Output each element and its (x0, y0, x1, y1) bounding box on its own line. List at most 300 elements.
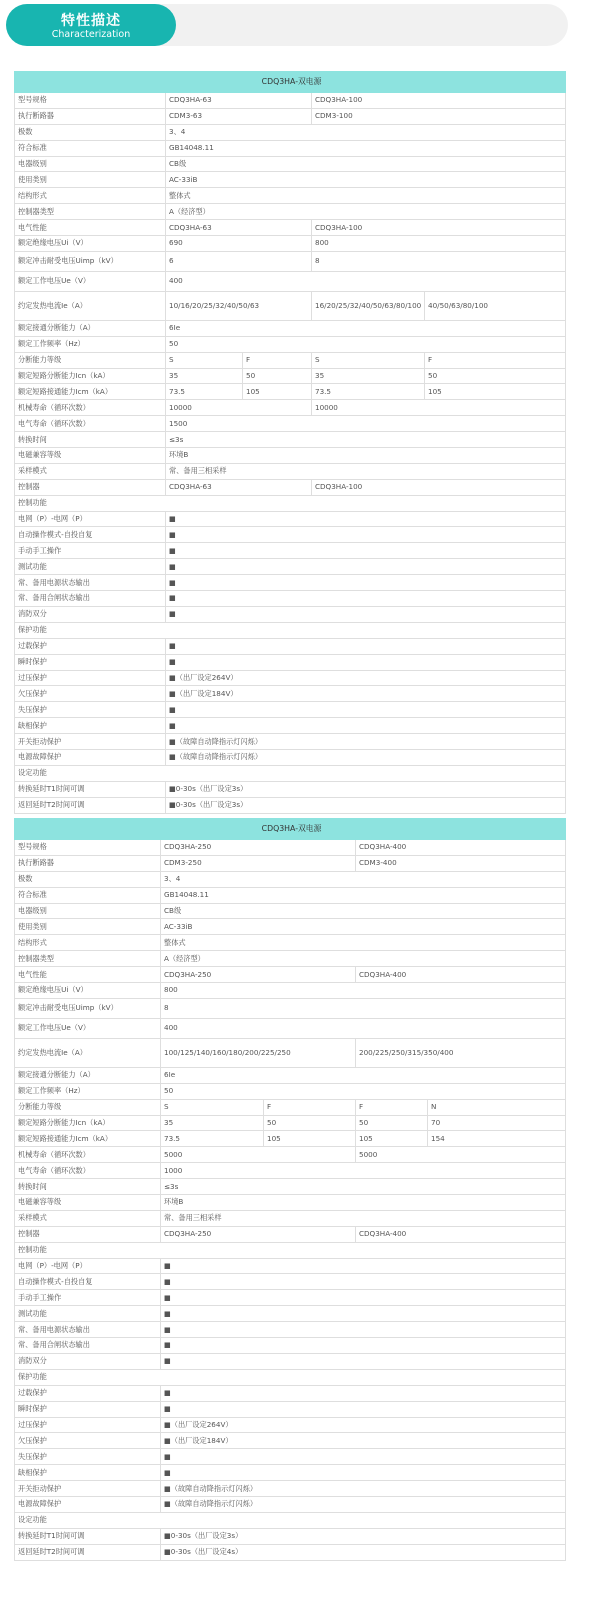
row-value: S (166, 352, 243, 368)
row-value: 1500 (166, 416, 566, 432)
row-value: 73.5 (166, 384, 243, 400)
row-label: 控制器类型 (15, 951, 161, 967)
row-value: 环境B (166, 448, 566, 464)
row-label: 过载保护 (15, 1385, 161, 1401)
row-value: ■ (166, 527, 566, 543)
row-value: 100/125/140/160/180/200/225/250 (161, 1038, 356, 1067)
table-row (15, 1038, 566, 1067)
row-value: 50 (264, 1115, 356, 1131)
row-value: CDQ3HA-63 (166, 93, 312, 109)
row-label: 额定短路接通能力Icm（kA） (15, 1131, 161, 1147)
table-row (15, 1385, 566, 1401)
row-label: 常、备用电源状态输出 (15, 1322, 161, 1338)
row-value: ■ (161, 1353, 566, 1369)
row-value: 6 (166, 251, 312, 271)
row-value: 3、4 (166, 124, 566, 140)
table-row (15, 271, 566, 291)
row-label: 转换时间 (15, 432, 166, 448)
row-value: ■ (166, 606, 566, 622)
table-row (15, 686, 566, 702)
row-value: ■ (166, 638, 566, 654)
row-value: AC-33iB (166, 172, 566, 188)
row-label: 开关拒动保护 (15, 1481, 161, 1497)
row-value: 35 (312, 368, 425, 384)
table-row (15, 765, 566, 781)
row-label: 电源故障保护 (15, 749, 166, 765)
row-label: 电器级别 (15, 156, 166, 172)
row-value: ■ (166, 718, 566, 734)
row-label: 电磁兼容等级 (15, 448, 166, 464)
table-row (15, 654, 566, 670)
table-row (15, 855, 566, 871)
table-row (15, 1258, 566, 1274)
row-value: ■（出厂设定264V） (166, 670, 566, 686)
row-label: 控制器 (15, 479, 166, 495)
table-title: CDQ3HA-双电源 (15, 819, 566, 840)
row-value: ■ (161, 1306, 566, 1322)
table-row (15, 559, 566, 575)
row-label: 分断能力等级 (15, 1099, 161, 1115)
table-row (15, 734, 566, 750)
row-value: F (264, 1099, 356, 1115)
row-label: 约定发热电流Ie（A） (15, 291, 166, 320)
row-label: 额定冲击耐受电压Uimp（kV） (15, 998, 161, 1018)
table-row (15, 1353, 566, 1369)
row-value: ■ (166, 575, 566, 591)
row-value: 10/16/20/25/32/40/50/63 (166, 291, 312, 320)
row-value: ■ (161, 1274, 566, 1290)
table-row (15, 983, 566, 999)
row-label: 消防双分 (15, 1353, 161, 1369)
row-value: ■（出厂设定184V） (161, 1433, 566, 1449)
row-label: 过压保护 (15, 670, 166, 686)
table-row (15, 543, 566, 559)
row-value: CDQ3HA-400 (356, 840, 566, 856)
row-label: 额定短路分断能力Icn（kA） (15, 1115, 161, 1131)
row-value: ■ (166, 702, 566, 718)
table-row (15, 320, 566, 336)
row-label: 失压保护 (15, 702, 166, 718)
row-label: 缺相保护 (15, 718, 166, 734)
table-row (15, 511, 566, 527)
row-label: 控制器 (15, 1226, 161, 1242)
row-value: 400 (166, 271, 566, 291)
row-value: 800 (312, 236, 566, 252)
row-value: ■ (161, 1338, 566, 1354)
table-row (15, 781, 566, 797)
row-value: CDQ3HA-250 (161, 840, 356, 856)
table-row (15, 1322, 566, 1338)
row-label: 极数 (15, 124, 166, 140)
table-row (15, 1179, 566, 1195)
row-value: CDQ3HA-100 (312, 479, 566, 495)
row-label: 额定接通分断能力（A） (15, 320, 166, 336)
table-row (15, 998, 566, 1018)
row-label: 分断能力等级 (15, 352, 166, 368)
row-label: 使用类别 (15, 172, 166, 188)
table-row (15, 622, 566, 638)
row-value: 50 (425, 368, 566, 384)
row-label: 电源故障保护 (15, 1496, 161, 1512)
table-title-row (15, 819, 566, 840)
table-row (15, 1306, 566, 1322)
row-value: 200/225/250/315/350/400 (356, 1038, 566, 1067)
table-row (15, 1290, 566, 1306)
row-value: F (356, 1099, 428, 1115)
row-value: 8 (161, 998, 566, 1018)
row-value: ≤3s (166, 432, 566, 448)
table-row (15, 156, 566, 172)
row-value: ■ (166, 591, 566, 607)
row-label: 过压保护 (15, 1417, 161, 1433)
row-label: 设定功能 (15, 1512, 566, 1528)
table-row (15, 935, 566, 951)
row-label: 测试功能 (15, 559, 166, 575)
table-row (15, 887, 566, 903)
row-value: CDM3-250 (161, 855, 356, 871)
table-row (15, 400, 566, 416)
row-label: 结构形式 (15, 935, 161, 951)
row-value: 800 (161, 983, 566, 999)
row-value: A（经济型） (161, 951, 566, 967)
row-value: CDM3-100 (312, 108, 566, 124)
table-row (15, 140, 566, 156)
row-value: ■0-30s（出厂设定4s） (161, 1544, 566, 1560)
row-label: 自动操作模式-自投自复 (15, 527, 166, 543)
row-label: 返回延时T2时间可调 (15, 1544, 161, 1560)
row-label: 额定工作电压Ue（V） (15, 1018, 161, 1038)
row-value: 35 (166, 368, 243, 384)
row-value: ■ (166, 543, 566, 559)
row-label: 额定工作频率（Hz） (15, 336, 166, 352)
row-value: 常、备用三相采样 (166, 463, 566, 479)
row-value: 105 (243, 384, 312, 400)
row-value: CDQ3HA-100 (312, 220, 566, 236)
row-label: 过载保护 (15, 638, 166, 654)
table-row (15, 416, 566, 432)
table-row (15, 291, 566, 320)
table-row (15, 1512, 566, 1528)
row-label: 电气寿命（循环次数） (15, 1163, 161, 1179)
row-value: ■0-30s（出厂设定3s） (166, 797, 566, 813)
row-label: 约定发热电流Ie（A） (15, 1038, 161, 1067)
table-row (15, 1496, 566, 1512)
table-row (15, 1242, 566, 1258)
table-row (15, 797, 566, 813)
table-row (15, 591, 566, 607)
row-label: 符合标准 (15, 887, 161, 903)
row-value: 常、备用三相采样 (161, 1210, 566, 1226)
row-value: ≤3s (161, 1179, 566, 1195)
spec-table-63-100 (14, 71, 566, 814)
row-label: 额定绝缘电压Ui（V） (15, 983, 161, 999)
row-value: CDQ3HA-250 (161, 1226, 356, 1242)
table-row (15, 527, 566, 543)
row-value: 50 (356, 1115, 428, 1131)
row-value: 154 (428, 1131, 566, 1147)
row-label: 电网（P）-电网（P） (15, 1258, 161, 1274)
row-value: 6Ie (161, 1067, 566, 1083)
table-row (15, 903, 566, 919)
row-value: ■（出厂设定184V） (166, 686, 566, 702)
section-title: 特性描述 (61, 13, 121, 29)
table-row (15, 1131, 566, 1147)
row-label: 保护功能 (15, 622, 566, 638)
table-row (15, 967, 566, 983)
row-value: CDQ3HA-400 (356, 967, 566, 983)
row-label: 欠压保护 (15, 686, 166, 702)
row-value: 73.5 (312, 384, 425, 400)
row-value: 105 (425, 384, 566, 400)
table-row (15, 1401, 566, 1417)
row-label: 常、备用合闸状态输出 (15, 591, 166, 607)
row-value: 8 (312, 251, 566, 271)
row-label: 额定工作频率（Hz） (15, 1083, 161, 1099)
row-label: 结构形式 (15, 188, 166, 204)
row-value: ■ (161, 1465, 566, 1481)
row-value: GB14048.11 (161, 887, 566, 903)
row-label: 瞬时保护 (15, 1401, 161, 1417)
table-row (15, 919, 566, 935)
row-value: ■0-30s（出厂设定3s） (161, 1528, 566, 1544)
table-row (15, 172, 566, 188)
table-row (15, 638, 566, 654)
row-value: CDQ3HA-100 (312, 93, 566, 109)
row-value: ■ (166, 511, 566, 527)
row-value: CDM3-63 (166, 108, 312, 124)
table-title-row (15, 72, 566, 93)
table-row (15, 1528, 566, 1544)
table-row (15, 220, 566, 236)
row-label: 执行断路器 (15, 108, 166, 124)
section-subtitle: Characterization (51, 29, 131, 40)
table-row (15, 718, 566, 734)
row-label: 极数 (15, 871, 161, 887)
row-value: ■ (161, 1449, 566, 1465)
table-row (15, 1099, 566, 1115)
row-label: 转换时间 (15, 1179, 161, 1195)
row-value: 16/20/25/32/40/50/63/80/100 (312, 291, 425, 320)
table-row (15, 1067, 566, 1083)
table-row (15, 1163, 566, 1179)
table-row (15, 1449, 566, 1465)
row-value: ■ (166, 559, 566, 575)
row-value: CB级 (166, 156, 566, 172)
row-label: 转换延时T1时间可调 (15, 781, 166, 797)
row-value: 整体式 (161, 935, 566, 951)
row-label: 测试功能 (15, 1306, 161, 1322)
row-value: CDM3-400 (356, 855, 566, 871)
row-label: 常、备用电源状态输出 (15, 575, 166, 591)
row-label: 瞬时保护 (15, 654, 166, 670)
row-label: 电网（P）-电网（P） (15, 511, 166, 527)
row-value: 50 (161, 1083, 566, 1099)
row-label: 手动手工操作 (15, 543, 166, 559)
row-value: ■（故障自动降指示灯闪烁） (166, 734, 566, 750)
row-value: 690 (166, 236, 312, 252)
table-row (15, 1417, 566, 1433)
row-label: 机械寿命（循环次数） (15, 1147, 161, 1163)
spec-table-250-400 (14, 818, 566, 1561)
row-value: AC-33iB (161, 919, 566, 935)
row-value: ■ (161, 1385, 566, 1401)
row-label: 额定短路接通能力Icm（kA） (15, 384, 166, 400)
table-row (15, 368, 566, 384)
table-row (15, 1147, 566, 1163)
row-value: 40/50/63/80/100 (425, 291, 566, 320)
row-value: ■（出厂设定264V） (161, 1417, 566, 1433)
table-row (15, 1018, 566, 1038)
row-label: 采样模式 (15, 463, 166, 479)
row-label: 缺相保护 (15, 1465, 161, 1481)
row-value: S (161, 1099, 264, 1115)
row-label: 开关拒动保护 (15, 734, 166, 750)
row-value: CDQ3HA-63 (166, 220, 312, 236)
section-title-pill (6, 4, 176, 46)
row-value: 400 (161, 1018, 566, 1038)
table-row (15, 575, 566, 591)
row-value: ■ (161, 1258, 566, 1274)
row-label: 电气性能 (15, 220, 166, 236)
row-value: ■0-30s（出厂设定3s） (166, 781, 566, 797)
table-row (15, 1338, 566, 1354)
row-value: CDQ3HA-250 (161, 967, 356, 983)
row-label: 型号规格 (15, 840, 161, 856)
row-label: 使用类别 (15, 919, 161, 935)
row-label: 符合标准 (15, 140, 166, 156)
table-row (15, 463, 566, 479)
table-row (15, 236, 566, 252)
table-row (15, 1195, 566, 1211)
row-value: ■（故障自动降指示灯闪烁） (161, 1496, 566, 1512)
row-label: 采样模式 (15, 1210, 161, 1226)
table-row (15, 495, 566, 511)
table-row (15, 749, 566, 765)
row-label: 自动操作模式-自投自复 (15, 1274, 161, 1290)
row-value: 73.5 (161, 1131, 264, 1147)
row-value: 50 (166, 336, 566, 352)
table-row (15, 93, 566, 109)
row-label: 返回延时T2时间可调 (15, 797, 166, 813)
row-value: 6Ie (166, 320, 566, 336)
row-value: ■ (161, 1322, 566, 1338)
row-value: 50 (243, 368, 312, 384)
row-label: 保护功能 (15, 1369, 566, 1385)
row-value: 10000 (312, 400, 566, 416)
table-row (15, 1226, 566, 1242)
row-value: F (243, 352, 312, 368)
row-value: 5000 (356, 1147, 566, 1163)
row-label: 额定冲击耐受电压Uimp（kV） (15, 251, 166, 271)
row-value: CB级 (161, 903, 566, 919)
row-value: 70 (428, 1115, 566, 1131)
row-label: 消防双分 (15, 606, 166, 622)
table-row (15, 204, 566, 220)
row-value: 整体式 (166, 188, 566, 204)
table-row (15, 606, 566, 622)
row-value: S (312, 352, 425, 368)
table-row (15, 840, 566, 856)
row-value: F (425, 352, 566, 368)
row-label: 机械寿命（循环次数） (15, 400, 166, 416)
row-label: 额定接通分断能力（A） (15, 1067, 161, 1083)
row-label: 电磁兼容等级 (15, 1195, 161, 1211)
table-row (15, 384, 566, 400)
row-value: ■ (161, 1290, 566, 1306)
row-label: 额定短路分断能力Icn（kA） (15, 368, 166, 384)
table-row (15, 448, 566, 464)
table-row (15, 1544, 566, 1560)
row-value: ■（故障自动降指示灯闪烁） (166, 749, 566, 765)
table-row (15, 336, 566, 352)
row-label: 设定功能 (15, 765, 566, 781)
row-label: 额定工作电压Ue（V） (15, 271, 166, 291)
row-value: 1000 (161, 1163, 566, 1179)
row-value: N (428, 1099, 566, 1115)
table-row (15, 1210, 566, 1226)
row-label: 型号规格 (15, 93, 166, 109)
table-row (15, 352, 566, 368)
row-label: 失压保护 (15, 1449, 161, 1465)
row-value: CDQ3HA-400 (356, 1226, 566, 1242)
table-row (15, 251, 566, 271)
table-row (15, 951, 566, 967)
table-row (15, 188, 566, 204)
row-label: 电气性能 (15, 967, 161, 983)
table-row (15, 1274, 566, 1290)
table-row (15, 108, 566, 124)
row-label: 常、备用合闸状态输出 (15, 1338, 161, 1354)
table-row (15, 124, 566, 140)
table-row (15, 1481, 566, 1497)
row-label: 控制功能 (15, 495, 566, 511)
row-value: A（经济型） (166, 204, 566, 220)
row-value: 3、4 (161, 871, 566, 887)
table-row (15, 871, 566, 887)
row-value: 10000 (166, 400, 312, 416)
row-value: 环境B (161, 1195, 566, 1211)
row-label: 手动手工操作 (15, 1290, 161, 1306)
row-value: ■（故障自动降指示灯闪烁） (161, 1481, 566, 1497)
table-row (15, 1083, 566, 1099)
row-label: 电气寿命（循环次数） (15, 416, 166, 432)
row-label: 控制功能 (15, 1242, 566, 1258)
table-row (15, 479, 566, 495)
table-row (15, 1115, 566, 1131)
table-title: CDQ3HA-双电源 (15, 72, 566, 93)
row-label: 电器级别 (15, 903, 161, 919)
row-value: 105 (264, 1131, 356, 1147)
table-row (15, 432, 566, 448)
row-value: GB14048.11 (166, 140, 566, 156)
table-row (15, 1369, 566, 1385)
row-label: 控制器类型 (15, 204, 166, 220)
row-label: 欠压保护 (15, 1433, 161, 1449)
table-row (15, 670, 566, 686)
row-value: ■ (166, 654, 566, 670)
row-value: CDQ3HA-63 (166, 479, 312, 495)
row-label: 额定绝缘电压Ui（V） (15, 236, 166, 252)
table-row (15, 1465, 566, 1481)
row-value: 105 (356, 1131, 428, 1147)
row-label: 执行断路器 (15, 855, 161, 871)
row-value: 5000 (161, 1147, 356, 1163)
table-row (15, 1433, 566, 1449)
row-value: 35 (161, 1115, 264, 1131)
row-value: ■ (161, 1401, 566, 1417)
table-row (15, 702, 566, 718)
row-label: 转换延时T1时间可调 (15, 1528, 161, 1544)
